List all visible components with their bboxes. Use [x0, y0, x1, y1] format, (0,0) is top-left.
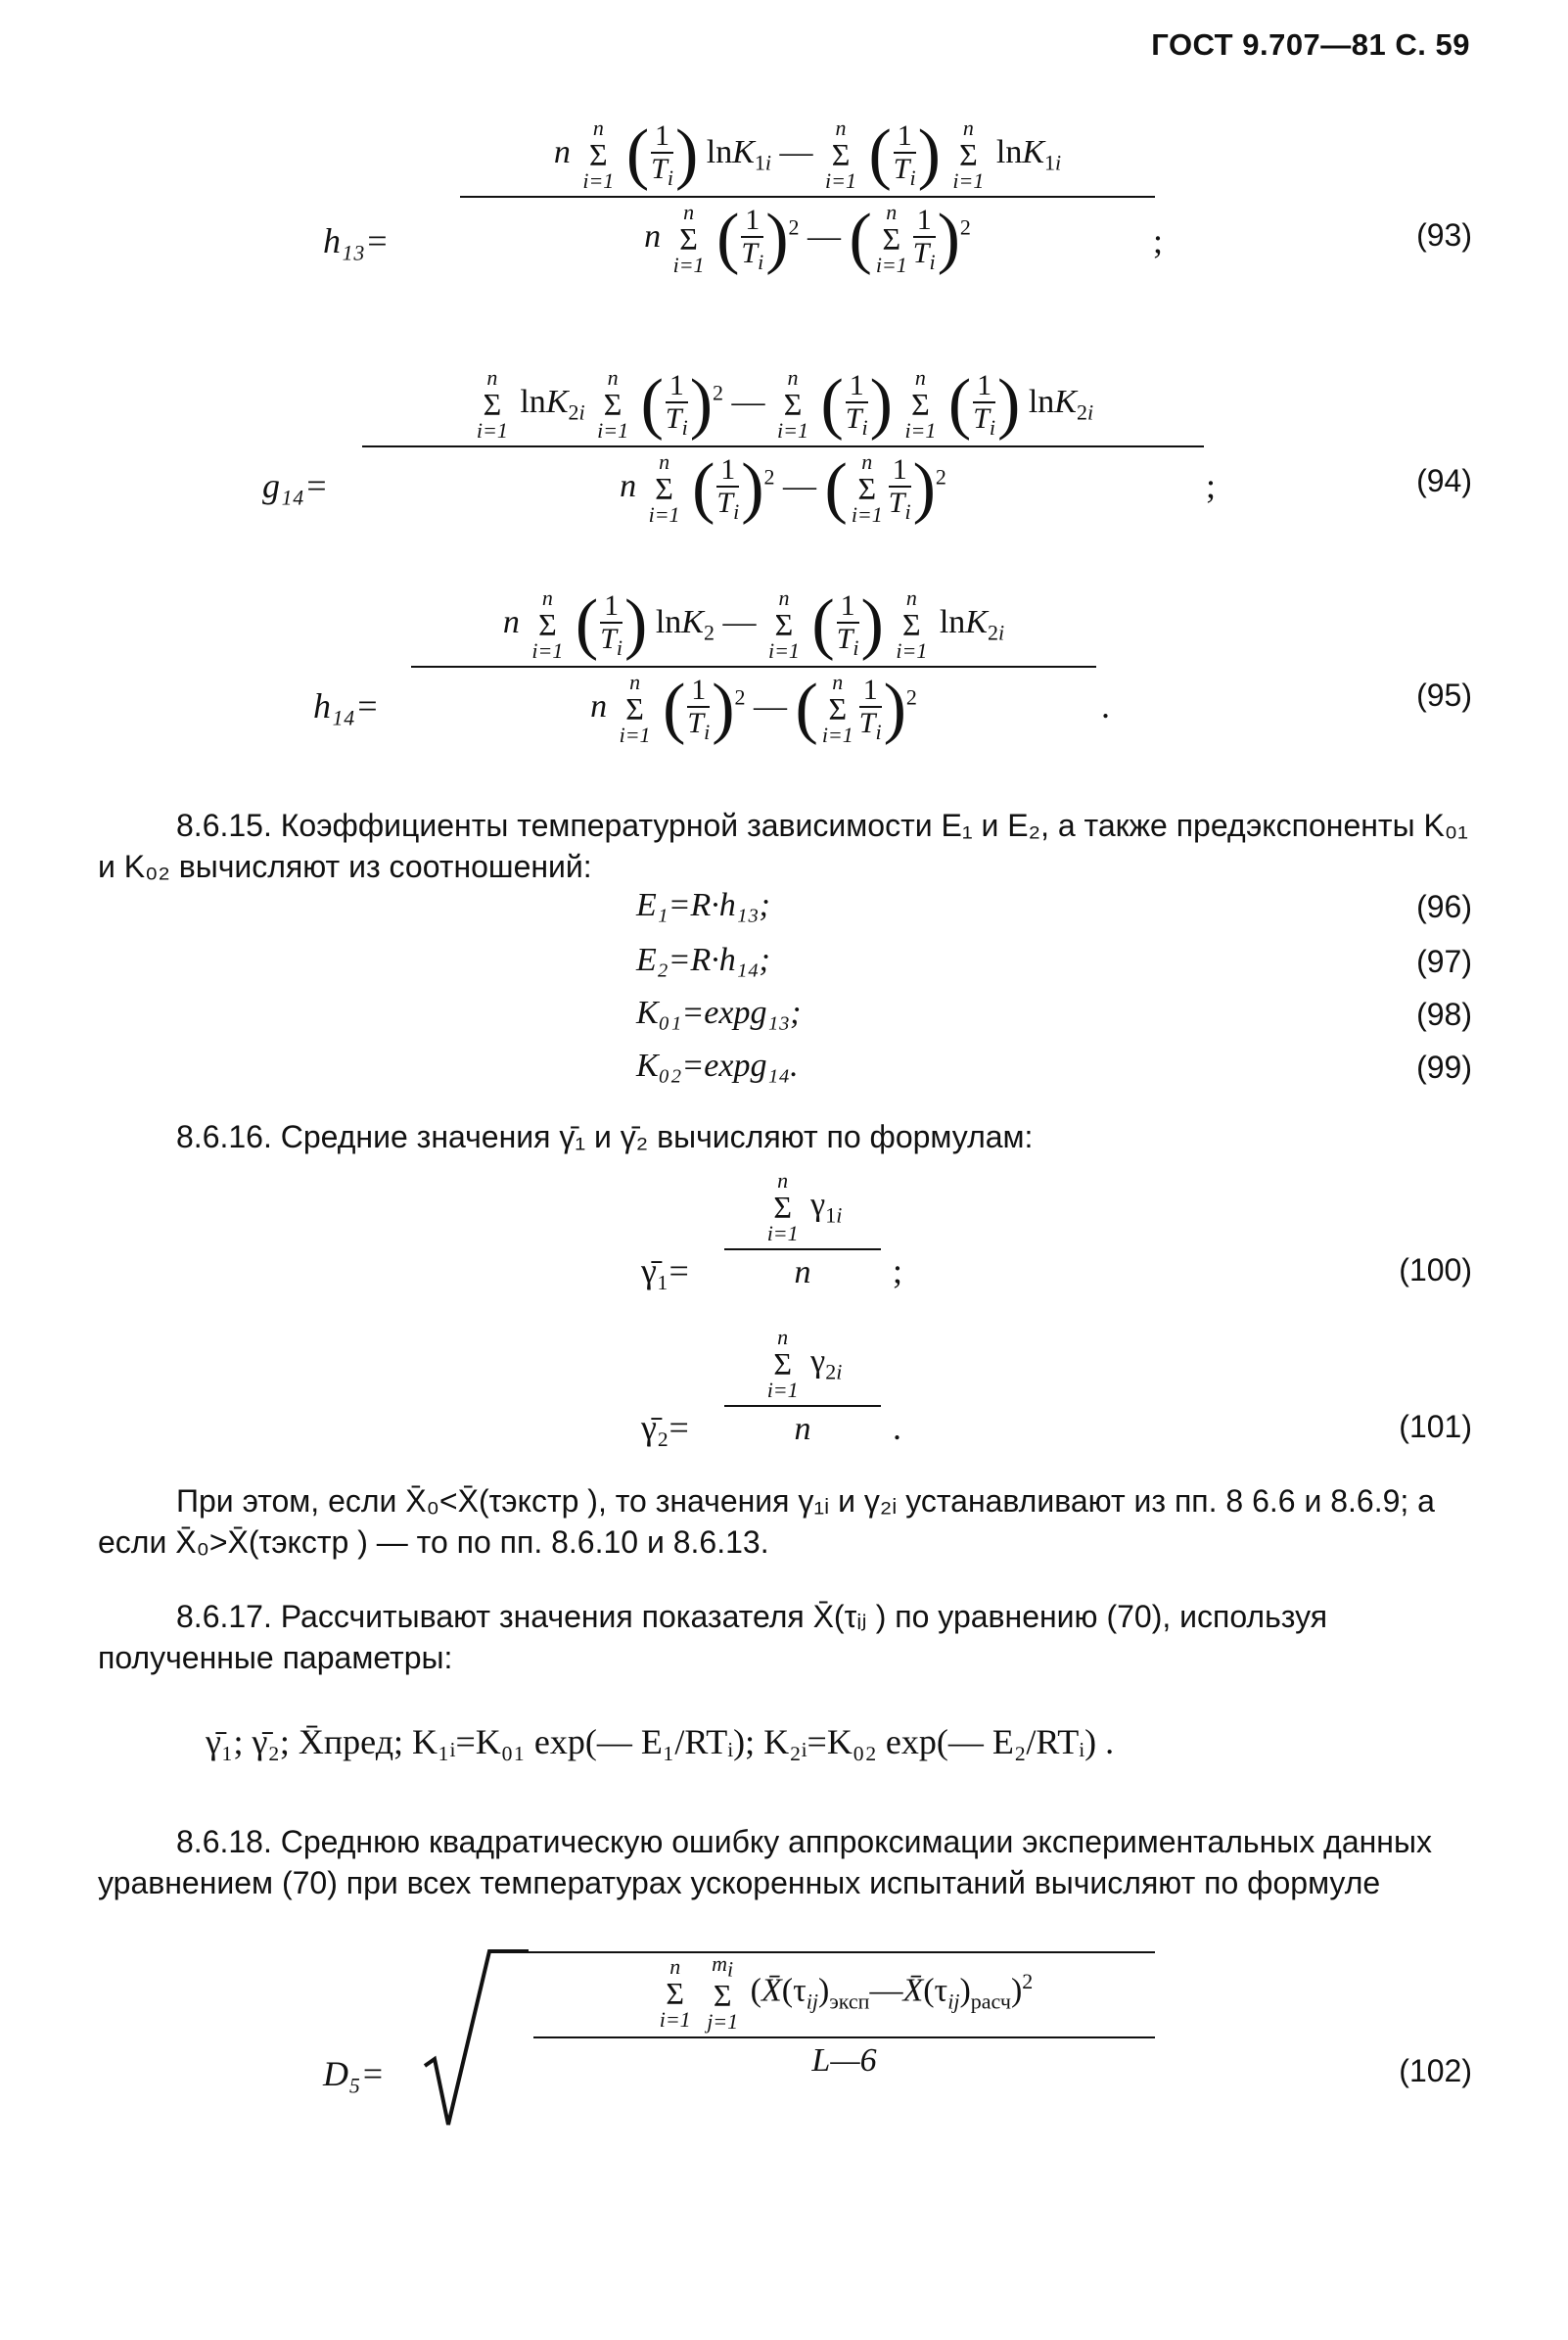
denominator: L—6	[811, 2042, 877, 2080]
fraction	[724, 1327, 881, 1448]
denominator: n n Σ i=1 ( $\frac{1}{T_i}$ )$^2$ — ( n Σ i=1 $\frac{1}{T_i}$ )$^2$	[644, 200, 971, 277]
numerator: n n Σ i=1 ( $\frac{1}{T_i}$ ) lnK$_{1i}$ — n Σ i=1 ( $\frac{1}{T_i}$ ) n Σ i=1 lnK$_{1i}$	[553, 116, 1062, 193]
equation-93	[0, 117, 1568, 343]
equation-99: K₀₂=expg₁₄.	[636, 1048, 799, 1084]
paragraph-8-6-17: 8.6.17. Рассчитывают значения показателя X̄(τᵢⱼ ) по уравнению (70), используя полученные параметры:	[98, 1599, 1328, 1675]
fraction	[460, 117, 1155, 276]
equation-96: E₁=R·h₁₃;	[636, 887, 770, 923]
sqrt-sign	[421, 1943, 529, 2139]
equation-lhs: D₅=	[323, 2054, 385, 2093]
equation-lhs: γ̄₂=	[641, 1408, 689, 1447]
equation-97: E₂=R·h₁₄;	[636, 942, 770, 978]
denominator: n n Σ i=1 ( $\frac{1}{T_i}$ )$^2$ — ( n Σ i=1 $\frac{1}{T_i}$ )$^2$	[590, 670, 917, 747]
paragraph-8-6-16: 8.6.16. Средние значения γ̄₁ и γ̄₂ вычисляют по формулам:	[176, 1119, 1034, 1154]
equation-end: .	[893, 1408, 901, 1447]
equation-end: .	[1101, 686, 1110, 725]
equation-94	[0, 367, 1568, 592]
equation-end: ;	[1206, 466, 1217, 505]
page-header: ГОСТ 9.707—81 С. 59	[1151, 27, 1470, 62]
equation-number: (95)	[1416, 678, 1472, 713]
fraction	[362, 367, 1204, 526]
equation-102	[0, 1943, 1568, 2139]
equation-lhs: h₁₄=	[313, 686, 380, 725]
equation-lhs: g₁₄=	[262, 466, 329, 505]
denominator: n	[794, 1254, 811, 1290]
numerator: n Σ i=1 $m_i$ Σ j=1 $(X̄(\tau_{ij})_{эксп}—X̄(\tau_{ij})_{расч})^2$	[659, 1951, 1034, 2035]
equation-number: (93)	[1416, 217, 1472, 253]
fraction	[724, 1170, 881, 1291]
equation-101	[0, 1327, 1568, 1474]
equation-100	[0, 1170, 1568, 1317]
equation-number: (100)	[1399, 1252, 1472, 1287]
equation-number-97: (97)	[1416, 944, 1472, 979]
equation-lhs: γ̄₁=	[641, 1251, 689, 1290]
equation-number-98: (98)	[1416, 997, 1472, 1032]
denominator: n n Σ i=1 ( $\frac{1}{T_i}$ )$^2$ — ( n Σ i=1 $\frac{1}{T_i}$ )$^2$	[620, 449, 946, 527]
denominator: n	[794, 1411, 811, 1447]
fraction	[411, 587, 1096, 746]
equation-number-99: (99)	[1416, 1050, 1472, 1085]
equation-number: (101)	[1399, 1409, 1472, 1444]
paragraph-8-6-15: 8.6.15. Коэффициенты температурной зависимости E₁ и E₂, а также предэкспоненты K₀₁ и K₀₂ вычисляют из соотношений:	[98, 808, 1468, 884]
paragraph-condition: При этом, если X̄₀<X̄(τэкстр ), то значения γ₁ᵢ и γ₂ᵢ устанавливают из пп. 8 6.6 и 8.6.9; а если X̄₀>X̄(τэкстр ) — то по пп. 8.6.10 и 8.6.13.	[98, 1483, 1435, 1560]
equation-number: (94)	[1416, 463, 1472, 498]
parameters-line: γ̄₁; γ̄₂; X̄пред; K₁ᵢ=K₀₁ exp(— E₁/RTᵢ); K₂ᵢ=K₀₂ exp(— E₂/RTᵢ) .	[206, 1722, 1115, 1761]
equation-98: K₀₁=expg₁₃;	[636, 995, 802, 1031]
equation-lhs: h₁₃=	[323, 221, 390, 260]
equation-95	[0, 587, 1568, 813]
numerator: n Σ i=1 $\gamma_{1i}$	[766, 1168, 843, 1245]
equation-number-96: (96)	[1416, 889, 1472, 924]
fraction	[533, 1953, 1155, 2080]
equation-end: ;	[893, 1251, 903, 1290]
numerator: n Σ i=1 lnK$_{2i}$ n Σ i=1 ( $\frac{1}{T_i}$ )$^2$ — n Σ i=1 ( $\frac{1}{T_i}$ ) n Σ i=1 ( $\frac{1}{T_i}$ ) lnK$_{2i}$	[476, 365, 1094, 443]
numerator: n Σ i=1 $\gamma_{2i}$	[766, 1325, 843, 1402]
equation-number: (102)	[1399, 2053, 1472, 2088]
paragraph-8-6-18: 8.6.18. Среднюю квадратическую ошибку аппроксимации экспериментальных данных уравнением (70) при всех температурах ускоренных испытаний вычисляют по формуле	[98, 1824, 1432, 1900]
equation-end: ;	[1153, 221, 1164, 260]
numerator: n n Σ i=1 ( $\frac{1}{T_i}$ ) lnK$_2$ — n Σ i=1 ( $\frac{1}{T_i}$ ) n Σ i=1 lnK$_{2i}$	[502, 585, 1005, 663]
